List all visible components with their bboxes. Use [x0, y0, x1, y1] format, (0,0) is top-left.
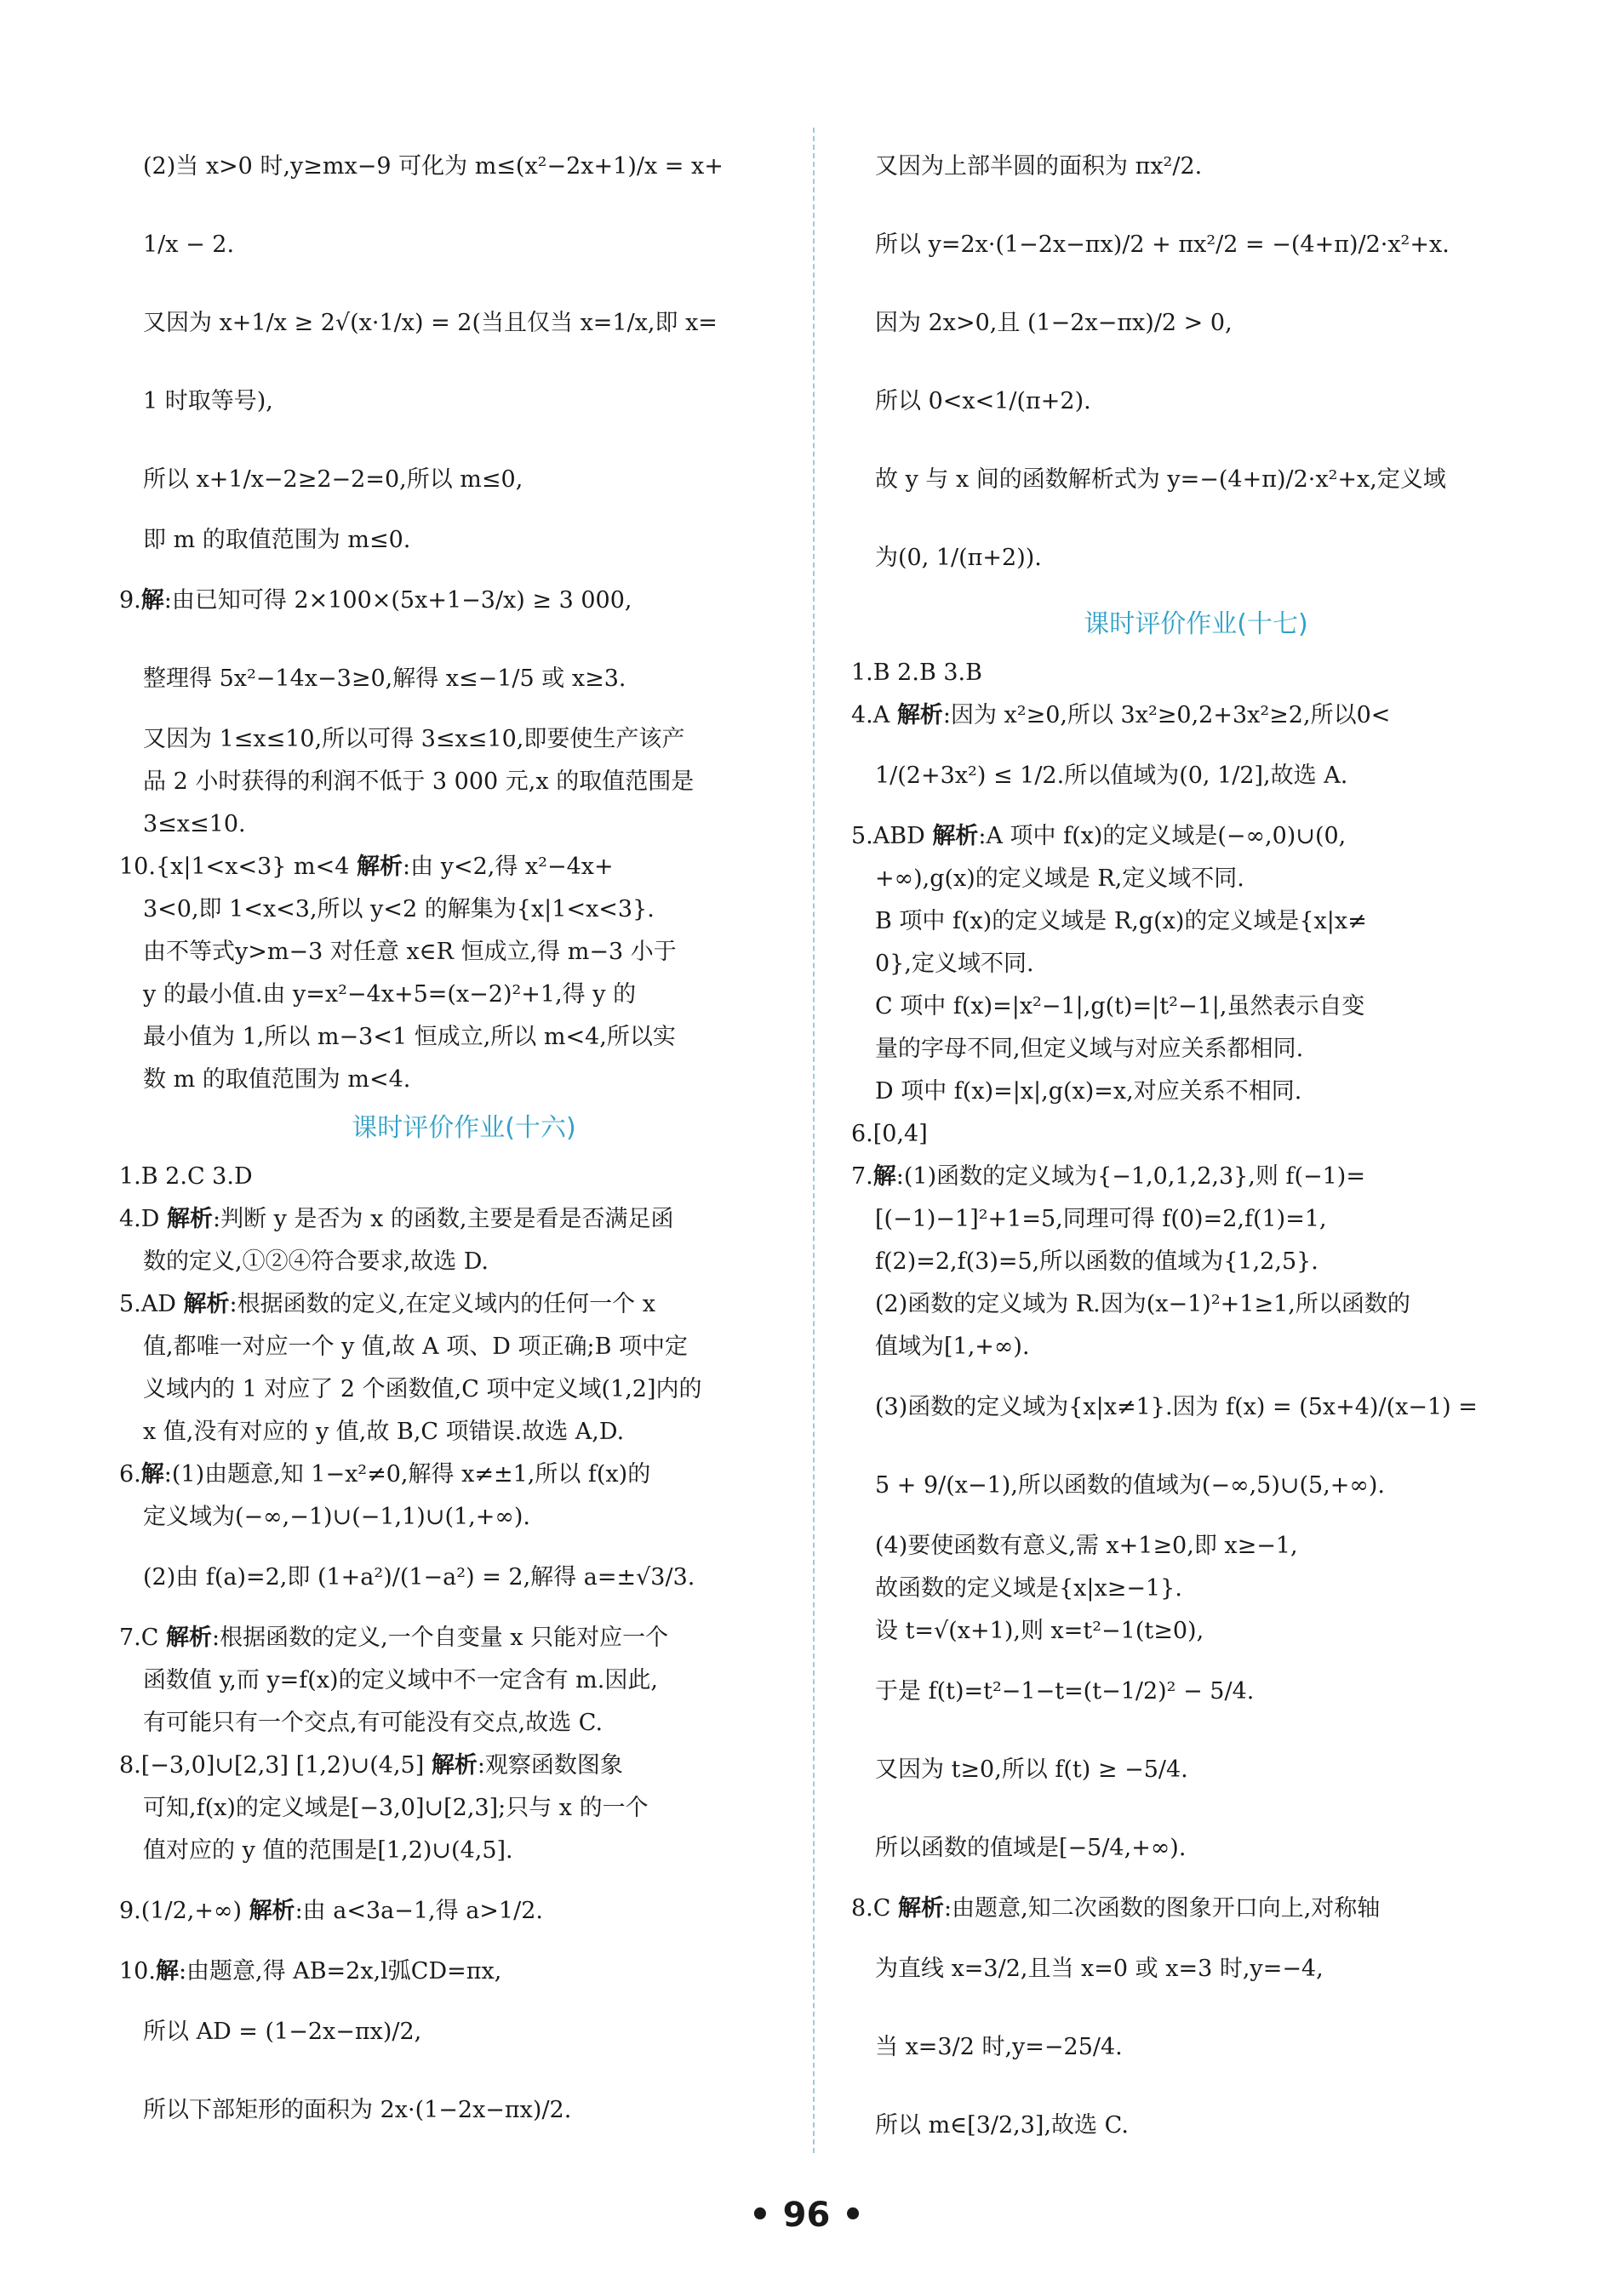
text-span: :由已知可得 2×100×(5x+1−3/x) ≥ 3 000,	[163, 587, 632, 614]
answer-text: 4.D	[119, 1206, 167, 1232]
answer-text: 4.A	[851, 702, 897, 728]
text-span: :由 a<3a−1,得 a>1/2.	[295, 1898, 543, 1924]
text-line: 为(0, 1/(π+2)).	[875, 545, 1042, 571]
text-line: (3)函数的定义域为{x|x≠1}.因为 f(x) = (5x+4)/(x−1) =	[875, 1394, 1478, 1420]
text-line: 又因为 x+1/x ≥ 2√(x·1/x) = 2(当且仅当 x=1/x,即 x=	[143, 310, 718, 336]
text-span: :(1)由题意,知 1−x²≠0,解得 x≠±1,所以 f(x)的	[163, 1461, 651, 1488]
text-span: :判断 y 是否为 x 的函数,主要是看是否满足函	[213, 1206, 674, 1232]
problem-number: 7.	[851, 1163, 873, 1190]
problem-8	[851, 1888, 1541, 1930]
text-line: (2)函数的定义域为 R.因为(x−1)²+1≥1,所以函数的	[875, 1291, 1410, 1317]
answers-1-3: 1.B 2.B 3.B	[851, 660, 982, 686]
text-span: :由题意,得 AB=2x,l弧CD=πx,	[178, 1958, 502, 1985]
text-line: 所以 y=2x·(1−2x−πx)/2 + πx²/2 = −(4+π)/2·x²+x.	[875, 231, 1450, 258]
text-line: 有可能只有一个交点,有可能没有交点,故选 C.	[143, 1710, 603, 1736]
text-line: 设 t=√(x+1),则 x=t²−1(t≥0),	[875, 1618, 1204, 1644]
text-line: 所以 x+1/x−2≥2−2=0,所以 m≤0,	[143, 466, 523, 493]
problem-6	[119, 1454, 809, 1496]
text-line: D 项中 f(x)=|x|,g(x)=x,对应关系不相同.	[875, 1078, 1302, 1105]
answer-text: 10.{x|1<x<3} m<4	[119, 854, 357, 880]
text-line: 量的字母不同,但定义域与对应关系都相同.	[875, 1036, 1304, 1062]
analysis-label: 解析	[166, 1625, 213, 1651]
text-span: :由 y<2,得 x²−4x+	[403, 854, 614, 880]
section-heading-17: 课时评价作业(十七)	[1084, 609, 1308, 639]
problem-5	[851, 815, 1541, 858]
text-line: 为直线 x=3/2,且当 x=0 或 x=3 时,y=−4,	[875, 1956, 1324, 1982]
problem-5	[119, 1283, 809, 1326]
problem-7	[851, 1156, 1541, 1198]
text-line: 数 m 的取值范围为 m<4.	[143, 1066, 411, 1093]
text-line: f(2)=2,f(3)=5,所以函数的值域为{1,2,5}.	[875, 1248, 1318, 1275]
text-line: 定义域为(−∞,−1)∪(−1,1)∪(1,+∞).	[143, 1504, 530, 1530]
section-heading-16: 课时评价作业(十六)	[352, 1113, 576, 1143]
text-line: 1 时取等号),	[143, 388, 273, 414]
text-line: 所以 m∈[3/2,3],故选 C.	[875, 2112, 1129, 2139]
text-span: :A 项中 f(x)的定义域是(−∞,0)∪(0,	[978, 823, 1347, 849]
text-line: C 项中 f(x)=|x²−1|,g(t)=|t²−1|,虽然表示自变	[875, 993, 1365, 1019]
answers-1-3: 1.B 2.C 3.D	[119, 1163, 253, 1190]
text-span: :(1)函数的定义域为{−1,0,1,2,3},则 f(−1)=	[895, 1163, 1365, 1190]
answer-text: 8.[−3,0]∪[2,3] [1,2)∪(4,5]	[119, 1752, 432, 1779]
text-span: :观察函数图象	[477, 1752, 623, 1779]
text-line: 所以函数的值域是[−5/4,+∞).	[875, 1835, 1187, 1861]
problem-10b	[119, 1950, 809, 1993]
text-line: (4)要使函数有意义,需 x+1≥0,即 x≥−1,	[875, 1533, 1298, 1559]
text-line: 又因为上部半圆的面积为 πx²/2.	[875, 153, 1203, 180]
text-line: 由不等式y>m−3 对任意 x∈R 恒成立,得 m−3 小于	[143, 939, 677, 965]
text-line: 故 y 与 x 间的函数解析式为 y=−(4+π)/2·x²+x,定义域	[875, 466, 1446, 493]
text-line: 最小值为 1,所以 m−3<1 恒成立,所以 m<4,所以实	[143, 1024, 676, 1050]
analysis-label: 解析	[898, 1895, 945, 1922]
text-line: 故函数的定义域是{x|x≥−1}.	[875, 1575, 1182, 1602]
text-span: :因为 x²≥0,所以 3x²≥0,2+3x²≥2,所以0<	[942, 702, 1391, 728]
problem-7	[119, 1617, 809, 1659]
page-number: • 96 •	[749, 2196, 864, 2235]
text-line: 值域为[1,+∞).	[875, 1334, 1030, 1360]
problem-number: 6.	[119, 1461, 141, 1488]
text-line: 值对应的 y 值的范围是[1,2)∪(4,5].	[143, 1837, 513, 1864]
text-line: 数的定义,①②④符合要求,故选 D.	[143, 1248, 489, 1275]
problem-4	[851, 694, 1541, 737]
analysis-label: 解析	[249, 1898, 295, 1924]
text-line: y 的最小值.由 y=x²−4x+5=(x−2)²+1,得 y 的	[143, 981, 637, 1008]
text-line: 于是 f(t)=t²−1−t=(t−1/2)² − 5/4.	[875, 1678, 1255, 1705]
problem-number: 10.	[119, 1958, 156, 1985]
text-span: :根据函数的定义,在定义域内的任何一个 x	[229, 1291, 655, 1317]
analysis-label: 解析	[932, 823, 979, 849]
analysis-label: 解析	[183, 1291, 230, 1317]
text-line: 5 + 9/(x−1),所以函数的值域为(−∞,5)∪(5,+∞).	[875, 1472, 1386, 1499]
analysis-label: 解析	[167, 1206, 213, 1232]
answer-text: 5.ABD	[851, 823, 933, 849]
answer-text: 7.C	[119, 1625, 167, 1651]
text-line: 3≤x≤10.	[143, 811, 246, 837]
text-line: 可知,f(x)的定义域是[−3,0]∪[2,3];只与 x 的一个	[143, 1795, 649, 1821]
text-line: 又因为 1≤x≤10,所以可得 3≤x≤10,即要使生产该产	[143, 726, 685, 752]
problem-10	[119, 846, 809, 888]
problem-9b	[119, 1872, 809, 1950]
problem-8	[119, 1745, 809, 1787]
text-line: 整理得 5x²−14x−3≥0,解得 x≤−1/5 或 x≥3.	[143, 665, 626, 692]
text-line: x 值,没有对应的 y 值,故 B,C 项错误.故选 A,D.	[143, 1419, 625, 1445]
column-divider	[813, 128, 815, 2153]
text-line: 又因为 t≥0,所以 f(t) ≥ −5/4.	[875, 1756, 1188, 1783]
left-column	[119, 128, 809, 2150]
problem-9	[119, 562, 809, 640]
answer-text: 8.C	[851, 1895, 899, 1922]
text-line: B 项中 f(x)的定义域是 R,g(x)的定义域是{x|x≠	[875, 908, 1367, 934]
answer-text: 5.AD	[119, 1291, 184, 1317]
answer-6: 6.[0,4]	[851, 1121, 928, 1147]
text-line: [(−1)−1]²+1=5,同理可得 f(0)=2,f(1)=1,	[875, 1206, 1327, 1232]
text-line: 3<0,即 1<x<3,所以 y<2 的解集为{x|1<x<3}.	[143, 896, 655, 922]
solution-label: 解	[872, 1163, 896, 1190]
problem-4	[119, 1198, 809, 1241]
text-line: 义域内的 1 对应了 2 个函数值,C 项中定义域(1,2]内的	[143, 1376, 702, 1402]
analysis-label: 解析	[357, 854, 403, 880]
text-line: (2)由 f(a)=2,即 (1+a²)/(1−a²) = 2,解得 a=±√3/3.	[143, 1564, 695, 1591]
text-line: 值,都唯一对应一个 y 值,故 A 项、D 项正确;B 项中定	[143, 1334, 688, 1360]
text-line: +∞),g(x)的定义域是 R,定义域不同.	[875, 865, 1244, 892]
text-line: 当 x=3/2 时,y=−25/4.	[875, 2034, 1123, 2060]
text-line: 所以 0<x<1/(π+2).	[875, 388, 1091, 414]
answer-text: 9.(1/2,+∞)	[119, 1898, 249, 1924]
right-column	[851, 128, 1541, 2165]
solution-label: 解	[140, 587, 164, 614]
text-line: 所以 AD = (1−2x−πx)/2,	[143, 2019, 422, 2045]
text-span: :由题意,知二次函数的图象开口向上,对称轴	[944, 1895, 1381, 1922]
text-line: 即 m 的取值范围为 m≤0.	[143, 527, 411, 553]
text-line: 因为 2x>0,且 (1−2x−πx)/2 > 0,	[875, 310, 1233, 336]
solution-label: 解	[140, 1461, 164, 1488]
text-line: 函数值 y,而 y=f(x)的定义域中不一定含有 m.因此,	[143, 1667, 658, 1693]
text-line: 1/x − 2.	[143, 231, 235, 258]
text-line: 0},定义域不同.	[875, 951, 1034, 977]
text-line: 所以下部矩形的面积为 2x·(1−2x−πx)/2.	[143, 2097, 572, 2123]
text-span: :根据函数的定义,一个自变量 x 只能对应一个	[212, 1625, 669, 1651]
text-line: 品 2 小时获得的利润不低于 3 000 元,x 的取值范围是	[143, 768, 695, 795]
solution-label: 解	[155, 1958, 179, 1985]
text-line: (2)当 x>0 时,y≥mx−9 可化为 m≤(x²−2x+1)/x = x+	[143, 153, 724, 180]
analysis-label: 解析	[896, 702, 943, 728]
text-line: 1/(2+3x²) ≤ 1/2.所以值域为(0, 1/2],故选 A.	[875, 762, 1348, 789]
problem-number: 9.	[119, 587, 141, 614]
analysis-label: 解析	[431, 1752, 478, 1779]
